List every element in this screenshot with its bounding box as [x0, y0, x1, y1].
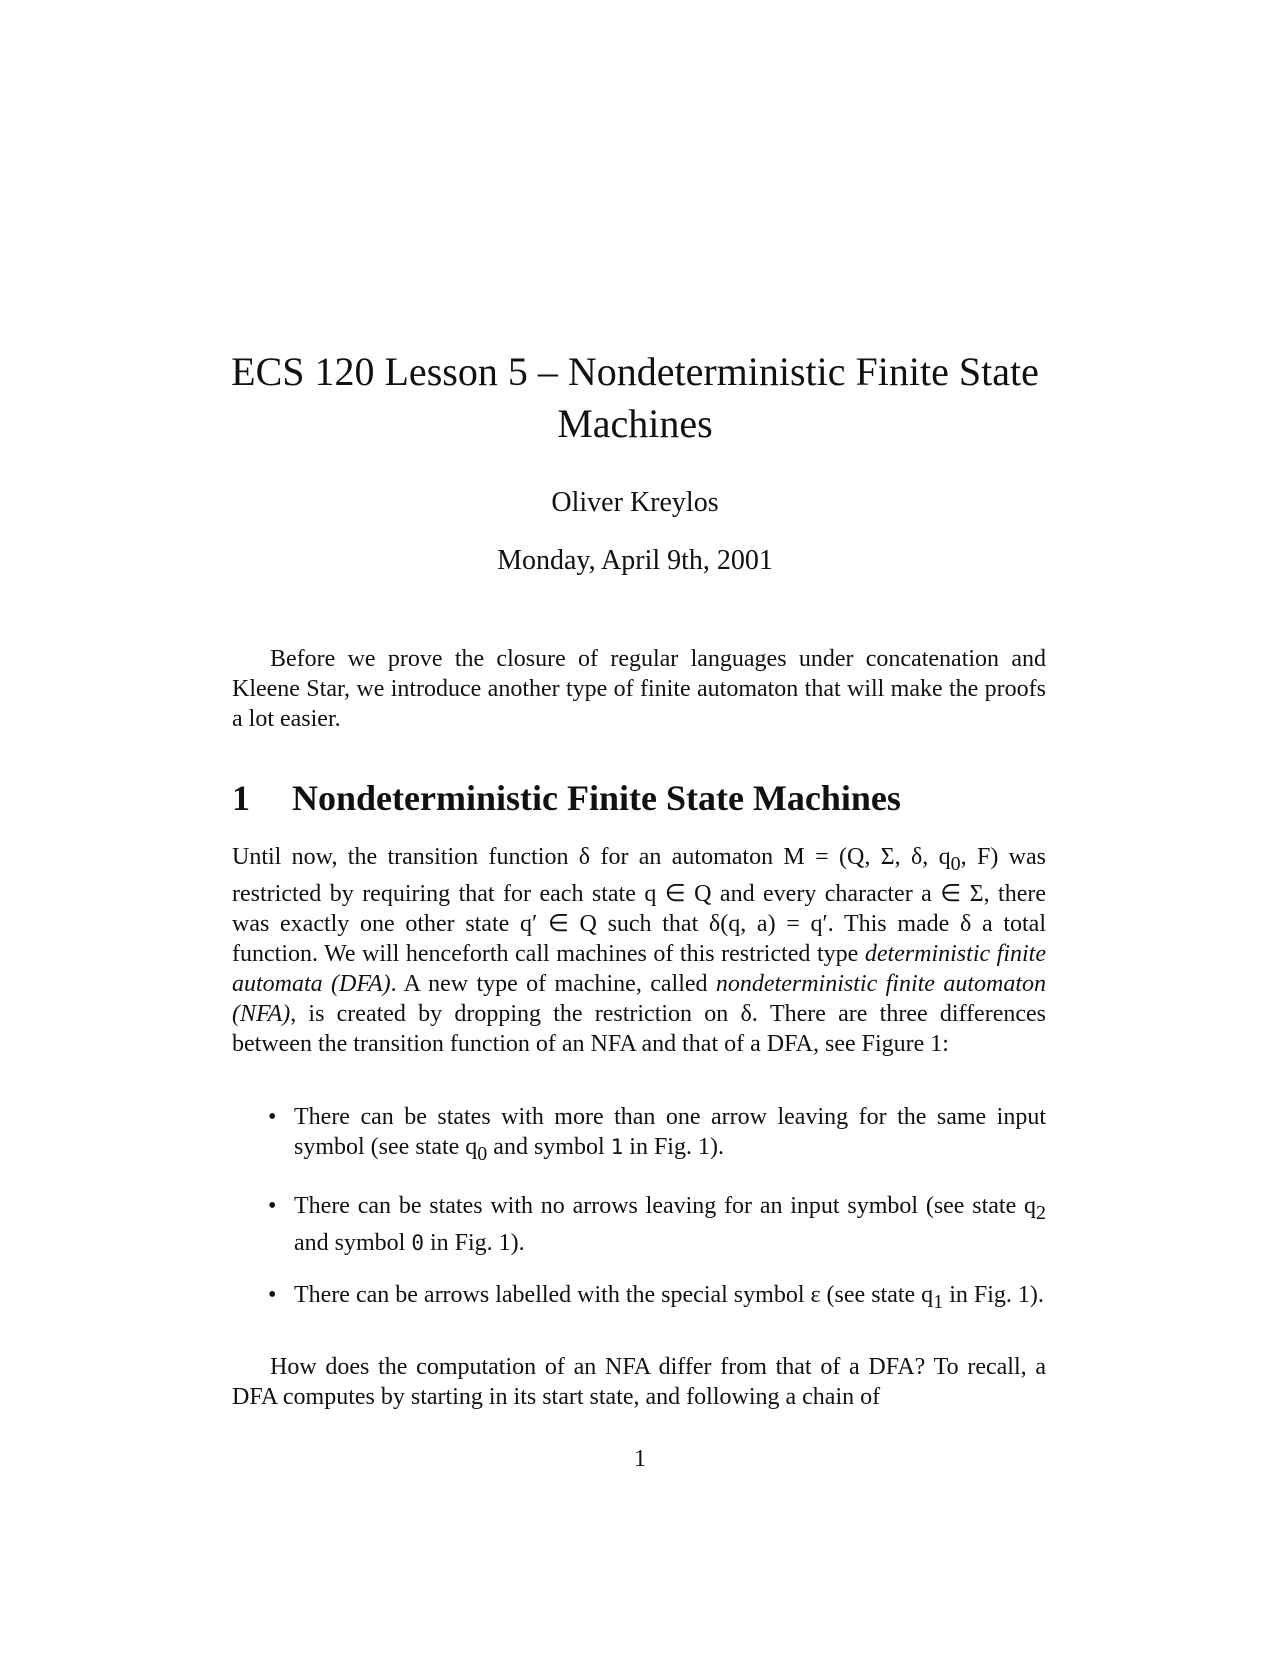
body-paragraph-1 — [232, 842, 1046, 1059]
para1-text-3: . A new type of machine, called — [390, 970, 716, 997]
author-name: Oliver Kreylos — [551, 487, 719, 518]
para1-subscript: 0 — [950, 852, 961, 875]
bullet-subscript: 1 — [933, 1290, 944, 1313]
bullet-text: in Fig. 1). — [623, 1134, 724, 1160]
bullet-text: in Fig. 1). — [943, 1281, 1044, 1308]
term-dfa: deterministic finite automata (DFA) — [232, 940, 1047, 997]
difference-list — [232, 1102, 1046, 1338]
document-date: Monday, April 9th, 2001 — [497, 545, 773, 576]
bullet-icon: • — [268, 1281, 277, 1308]
section-heading — [232, 776, 1046, 820]
bullet-text: and symbol — [294, 1229, 412, 1256]
bullet-symbol: 1 — [610, 1135, 624, 1159]
list-item — [232, 1280, 1046, 1317]
bullet-icon: • — [268, 1192, 277, 1219]
bullet-text: There can be states with no arrows leaving for an input symbol (see state q — [294, 1192, 1036, 1219]
bullet-symbol: 0 — [411, 1230, 424, 1255]
bullet-text: There can be arrows labelled with the special symbol ε (see state q — [294, 1281, 934, 1308]
list-item — [232, 1102, 1046, 1169]
bullet-subscript: 0 — [477, 1142, 488, 1165]
list-item — [232, 1191, 1046, 1258]
para1-text-2: , F) was restricted by requiring that for each state q ∈ Q and every character a ∈ Σ, there was exactly one other state q′ ∈ Q such that δ(q, a) = q′. This made δ a total function. We will henceforth call machines of this restricted type — [232, 844, 1046, 967]
page-number: 1 — [634, 1446, 646, 1472]
term-nfa: nondeterministic finite automaton (NFA) — [232, 970, 1046, 1027]
para1-text-4: , is created by dropping the restriction on δ. There are three differences between the transition function of an NFA and that of a DFA, see Figure 1: — [232, 1000, 1046, 1057]
bullet-text: There can be states with more than one arrow leaving for the same input symbol (see state q — [294, 1104, 1046, 1160]
section-title: Nondeterministic Finite State Machines — [292, 778, 901, 818]
body-paragraph-2: How does the computation of an NFA differ from that of a DFA? To recall, a DFA computes by starting in its start state, and following a chain of — [232, 1354, 1046, 1410]
section-number: 1 — [232, 778, 250, 818]
bullet-text: in Fig. 1). — [423, 1229, 525, 1256]
bullet-icon: • — [268, 1104, 277, 1130]
intro-paragraph: Before we prove the closure of regular languages under concatenation and Kleene Star, we introduce another type of finite automaton that will make the proofs a lot easier. — [232, 646, 1046, 732]
para1-text-1: Until now, the transition function δ for an automaton M = (Q, Σ, δ, q — [232, 844, 951, 870]
bullet-subscript: 2 — [1036, 1201, 1046, 1224]
document-title: ECS 120 Lesson 5 – Nondeterministic Finite State Machines — [231, 349, 1039, 446]
bullet-text: and symbol — [487, 1134, 611, 1160]
